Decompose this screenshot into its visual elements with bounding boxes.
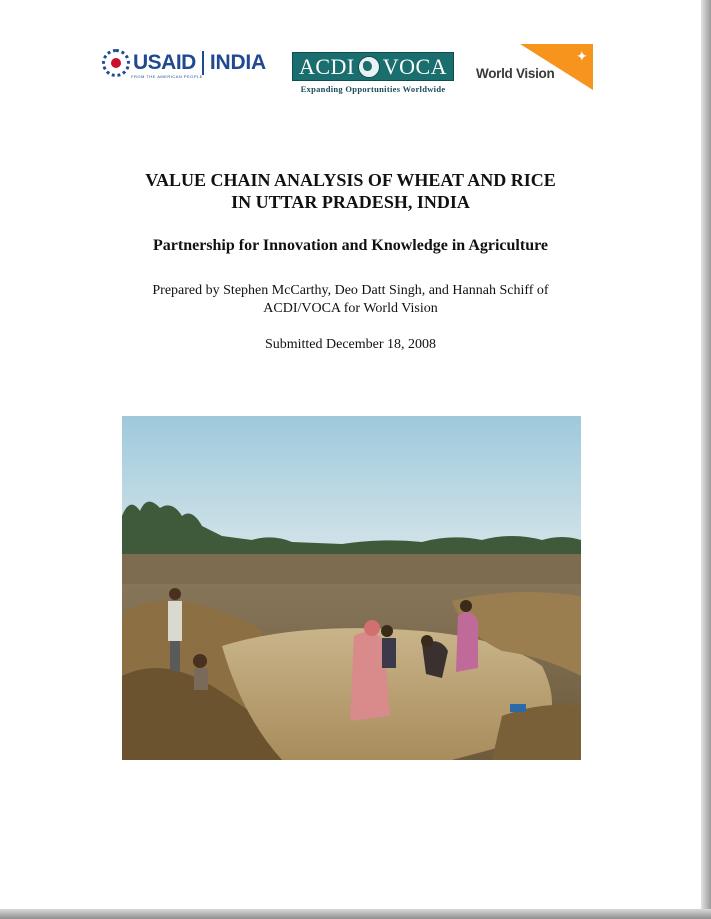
page-shadow-right	[701, 0, 711, 919]
voca-wordmark: VOCA	[382, 53, 448, 79]
authors-line-1: Prepared by Stephen McCarthy, Deo Datt Singh, and Hannah Schiff of	[152, 283, 549, 298]
acdi-voca-tagline: Expanding Opportunities Worldwide	[300, 84, 446, 94]
logo-row	[0, 40, 701, 100]
globe-icon	[358, 56, 380, 78]
india-wordmark: INDIA	[209, 51, 267, 74]
usaid-tagline: FROM THE AMERICAN PEOPLE	[131, 74, 203, 79]
usaid-wordmark: USAID	[133, 51, 196, 74]
title-line-1: VALUE CHAIN ANALYSIS OF WHEAT AND RICE	[145, 170, 556, 190]
star-icon: ✦	[576, 49, 588, 65]
usaid-seal-icon	[102, 49, 130, 77]
logo-divider	[202, 51, 204, 75]
cover-photo	[122, 416, 581, 760]
submission-date: Submitted December 18, 2008	[264, 337, 437, 352]
document-title	[0, 169, 701, 213]
acdi-wordmark: ACDI	[298, 53, 355, 79]
title-line-2: IN UTTAR PRADESH, INDIA	[231, 192, 470, 212]
authors-statement	[0, 282, 701, 318]
document-subtitle: Partnership for Innovation and Knowledge in Agriculture	[153, 237, 548, 254]
page-shadow-bottom	[0, 909, 711, 919]
world-vision-wordmark: World Vision	[476, 66, 555, 81]
world-vision-logo	[476, 40, 594, 92]
authors-line-2: ACDI/VOCA for World Vision	[263, 301, 438, 316]
acdi-voca-logo	[292, 52, 454, 96]
